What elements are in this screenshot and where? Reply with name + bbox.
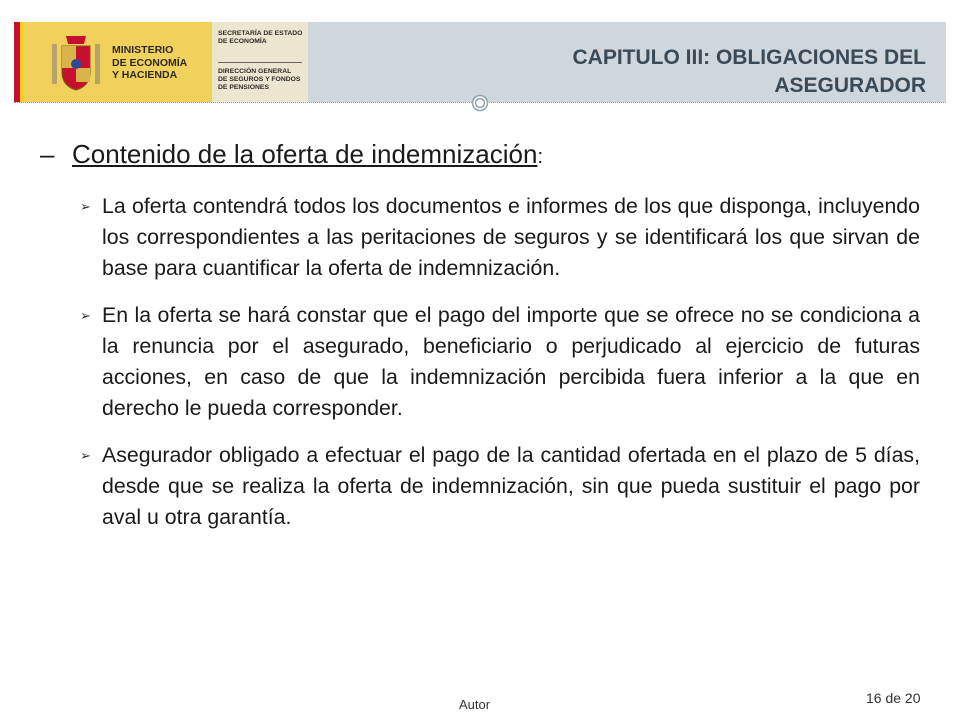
direccion-label: DIRECCIÓN GENERAL DE SEGUROS Y FONDOS DE PENSIONES bbox=[218, 68, 301, 91]
logo-left-panel bbox=[14, 22, 212, 102]
slide-content bbox=[40, 138, 920, 549]
bullet-item bbox=[80, 300, 920, 424]
logo-right-panel bbox=[212, 22, 308, 102]
slide-title-line-1: CAPITULO III: OBLIGACIONES DEL bbox=[572, 46, 926, 69]
footer-author: Autor bbox=[459, 697, 491, 712]
heading-colon: : bbox=[537, 146, 543, 168]
heading-text: Contenido de la oferta de indemnización bbox=[72, 139, 538, 169]
section-heading bbox=[40, 138, 920, 173]
bullet-text: Asegurador obligado a efectuar el pago de la cantidad ofertada en el plazo de 5 días, desde que se realiza la oferta de indemnización, sin que pueda sustituir el pago por aval u otra garantía. bbox=[102, 443, 920, 529]
arrow-bullet-icon: ➢ bbox=[80, 448, 91, 463]
bullet-item bbox=[80, 440, 920, 533]
ministry-name: MINISTERIO DE ECONOMÍA Y HACIENDA bbox=[112, 44, 188, 81]
bullet-list bbox=[40, 191, 920, 533]
bullet-item bbox=[80, 191, 920, 284]
heading-dash: – bbox=[40, 139, 55, 169]
slide-title bbox=[426, 44, 926, 100]
ministry-logo bbox=[14, 22, 308, 102]
logo-divider bbox=[218, 62, 302, 63]
bullet-text: La oferta contendrá todos los documentos e informes de los que disponga, incluyendo los correspondientes a las peritaciones de seguros y se identificará los que sirvan de base para cuantificar la oferta de indemnización. bbox=[102, 194, 920, 280]
arrow-bullet-icon: ➢ bbox=[80, 199, 91, 214]
secretaria-label: SECRETARÍA DE ESTADO DE ECONOMÍA bbox=[218, 30, 303, 45]
ring-ornament-icon bbox=[471, 94, 489, 112]
slide-title-line-2: ASEGURADOR bbox=[774, 74, 926, 97]
bullet-text: En la oferta se hará constar que el pago del importe que se ofrece no se condiciona a la renuncia por el asegurado, beneficiario o perjudicado al ejercicio de futuras acciones, en caso de que la indemnización percibida fuera inferior a la que en derecho le pueda corresponder. bbox=[102, 303, 920, 420]
page-number: 16 de 20 bbox=[866, 690, 921, 706]
coat-of-arms-icon bbox=[48, 32, 104, 94]
arrow-bullet-icon: ➢ bbox=[80, 308, 91, 323]
flag-stripe-yellow bbox=[20, 22, 24, 102]
